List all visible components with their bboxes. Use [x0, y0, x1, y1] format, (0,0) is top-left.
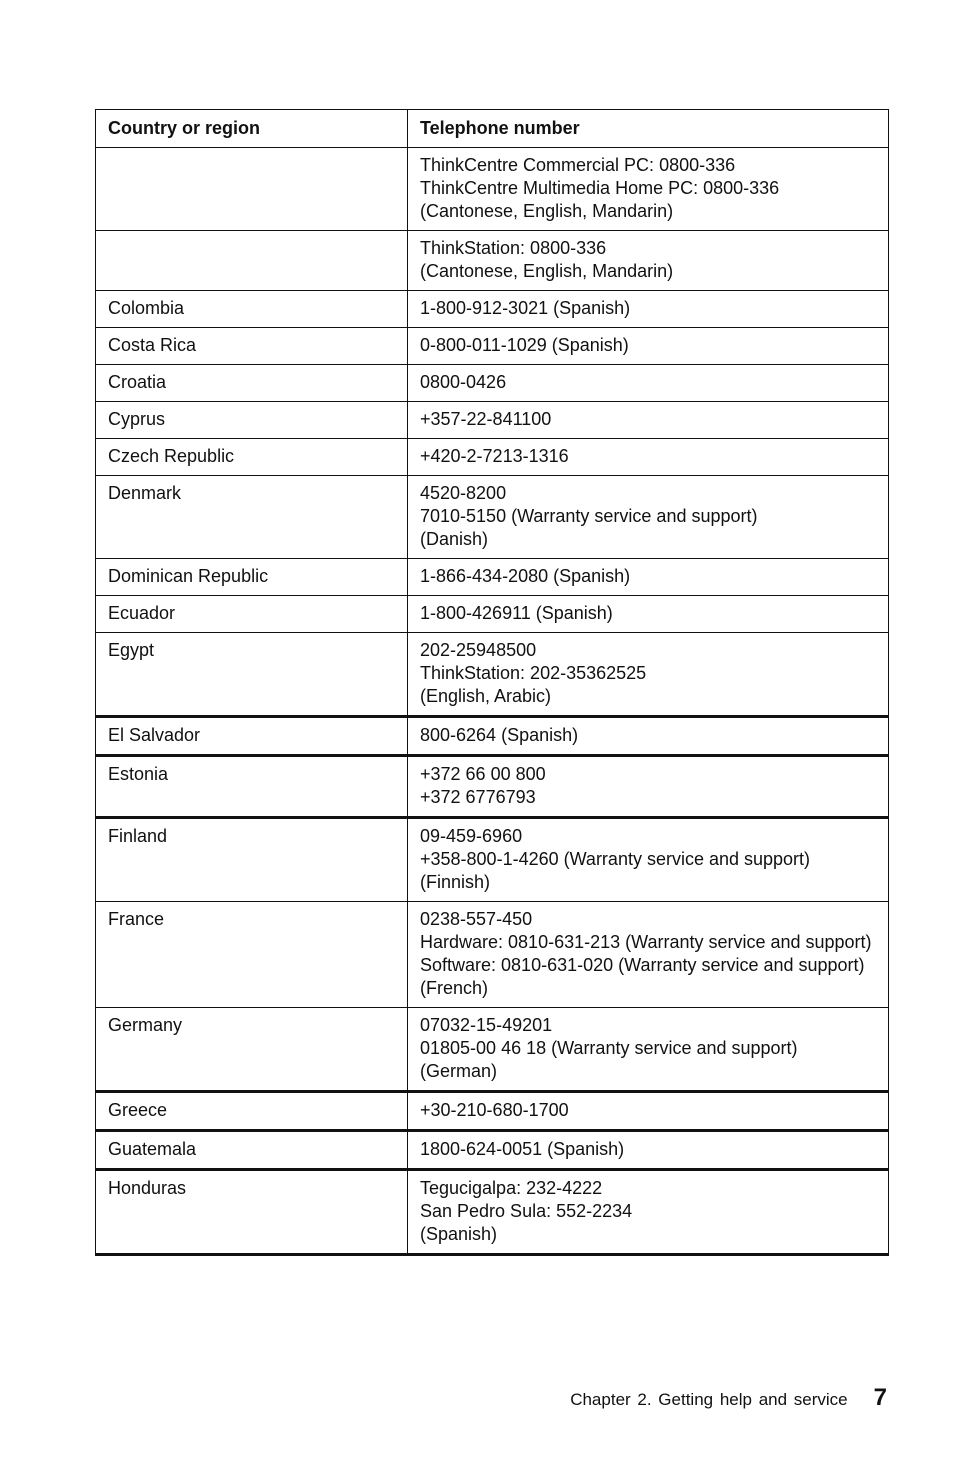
- country-cell: France: [96, 902, 408, 1008]
- table-row: [96, 1008, 889, 1092]
- phone-cell: [408, 439, 889, 476]
- header-country: Country or region: [96, 110, 408, 148]
- chapter-title: Chapter 2. Getting help and service: [570, 1390, 848, 1409]
- phone-cell: [408, 633, 889, 717]
- phone-cell: [408, 717, 889, 756]
- phone-cell: [408, 1008, 889, 1092]
- phone-line: ThinkCentre Multimedia Home PC: 0800-336: [420, 178, 780, 198]
- header-telephone: Telephone number: [408, 110, 889, 148]
- phone-cell: [408, 328, 889, 365]
- phone-cell: [408, 818, 889, 902]
- table-row: [96, 291, 889, 328]
- country-cell: Croatia: [96, 365, 408, 402]
- table-row: [96, 1170, 889, 1255]
- table-row: [96, 476, 889, 559]
- phone-line: +372 6776793: [420, 787, 536, 807]
- country-cell: El Salvador: [96, 717, 408, 756]
- phone-line: 1800-624-0051 (Spanish): [420, 1139, 625, 1159]
- country-cell: Dominican Republic: [96, 559, 408, 596]
- phone-cell: [408, 476, 889, 559]
- phone-line: 07032-15-49201: [420, 1015, 553, 1035]
- country-cell: Czech Republic: [96, 439, 408, 476]
- country-cell: Ecuador: [96, 596, 408, 633]
- phone-line: ThinkStation: 0800-336: [420, 238, 607, 258]
- phone-line: (Cantonese, English, Mandarin): [420, 261, 674, 281]
- phone-cell: [408, 1131, 889, 1170]
- table-row: [96, 818, 889, 902]
- table-row: [96, 328, 889, 365]
- phone-cell: [408, 402, 889, 439]
- table-row: [96, 633, 889, 717]
- phone-line: 800-6264 (Spanish): [420, 725, 579, 745]
- phone-cell: [408, 596, 889, 633]
- phone-line: Tegucigalpa: 232-4222: [420, 1178, 603, 1198]
- country-cell: Guatemala: [96, 1131, 408, 1170]
- phone-line: (Cantonese, English, Mandarin): [420, 201, 674, 221]
- phone-cell: [408, 231, 889, 291]
- phone-line: (Spanish): [420, 1224, 498, 1244]
- phone-line: 1-800-426911 (Spanish): [420, 603, 613, 623]
- table-header-row: [96, 110, 889, 148]
- country-cell: [96, 231, 408, 291]
- phone-cell: [408, 291, 889, 328]
- phone-line: 01805-00 46 18 (Warranty service and support): [420, 1038, 798, 1058]
- phone-line: +357-22-841100: [420, 409, 552, 429]
- table-row: [96, 902, 889, 1008]
- phone-cell: [408, 1170, 889, 1255]
- phone-line: 0238-557-450: [420, 909, 533, 929]
- phone-cell: [408, 365, 889, 402]
- country-cell: Colombia: [96, 291, 408, 328]
- table-row: [96, 231, 889, 291]
- phone-line: 09-459-6960: [420, 826, 523, 846]
- table-row: [96, 148, 889, 231]
- country-cell: Finland: [96, 818, 408, 902]
- phone-line: (German): [420, 1061, 498, 1081]
- table-row: [96, 559, 889, 596]
- phone-line: (Danish): [420, 529, 489, 549]
- phone-line: 0-800-011-1029 (Spanish): [420, 335, 629, 355]
- phone-line: Hardware: 0810-631-213 (Warranty service and support): [420, 932, 872, 952]
- table-row: [96, 756, 889, 818]
- phone-line: 1-800-912-3021 (Spanish): [420, 298, 631, 318]
- phone-line: +372 66 00 800: [420, 764, 546, 784]
- country-cell: Greece: [96, 1092, 408, 1131]
- phone-line: +30-210-680-1700: [420, 1100, 569, 1120]
- country-cell: Germany: [96, 1008, 408, 1092]
- phone-cell: [408, 1092, 889, 1131]
- phone-line: (Finnish): [420, 872, 491, 892]
- phone-line: ThinkCentre Commercial PC: 0800-336: [420, 155, 736, 175]
- country-cell: Honduras: [96, 1170, 408, 1255]
- country-cell: Estonia: [96, 756, 408, 818]
- country-cell: Denmark: [96, 476, 408, 559]
- country-cell: Costa Rica: [96, 328, 408, 365]
- page-footer: [570, 1384, 887, 1412]
- phone-cell: [408, 559, 889, 596]
- table-row: [96, 402, 889, 439]
- phone-line: 4520-8200: [420, 483, 507, 503]
- phone-line: +420-2-7213-1316: [420, 446, 569, 466]
- phone-line: (French): [420, 978, 489, 998]
- phone-line: Software: 0810-631-020 (Warranty service and support): [420, 955, 865, 975]
- table-row: [96, 365, 889, 402]
- country-cell: [96, 148, 408, 231]
- phone-line: 0800-0426: [420, 372, 507, 392]
- table-row: [96, 717, 889, 756]
- table-row: [96, 1092, 889, 1131]
- country-cell: Cyprus: [96, 402, 408, 439]
- telephone-support-table: [95, 109, 889, 1256]
- table-row: [96, 596, 889, 633]
- phone-cell: [408, 148, 889, 231]
- phone-cell: [408, 756, 889, 818]
- phone-line: 7010-5150 (Warranty service and support): [420, 506, 758, 526]
- phone-line: 202-25948500: [420, 640, 537, 660]
- phone-line: 1-866-434-2080 (Spanish): [420, 566, 631, 586]
- phone-line: (English, Arabic): [420, 686, 552, 706]
- phone-line: San Pedro Sula: 552-2234: [420, 1201, 633, 1221]
- page-number: 7: [873, 1384, 887, 1411]
- phone-line: +358-800-1-4260 (Warranty service and support): [420, 849, 811, 869]
- table-row: [96, 439, 889, 476]
- table-row: [96, 1131, 889, 1170]
- phone-line: ThinkStation: 202-35362525: [420, 663, 647, 683]
- phone-cell: [408, 902, 889, 1008]
- country-cell: Egypt: [96, 633, 408, 717]
